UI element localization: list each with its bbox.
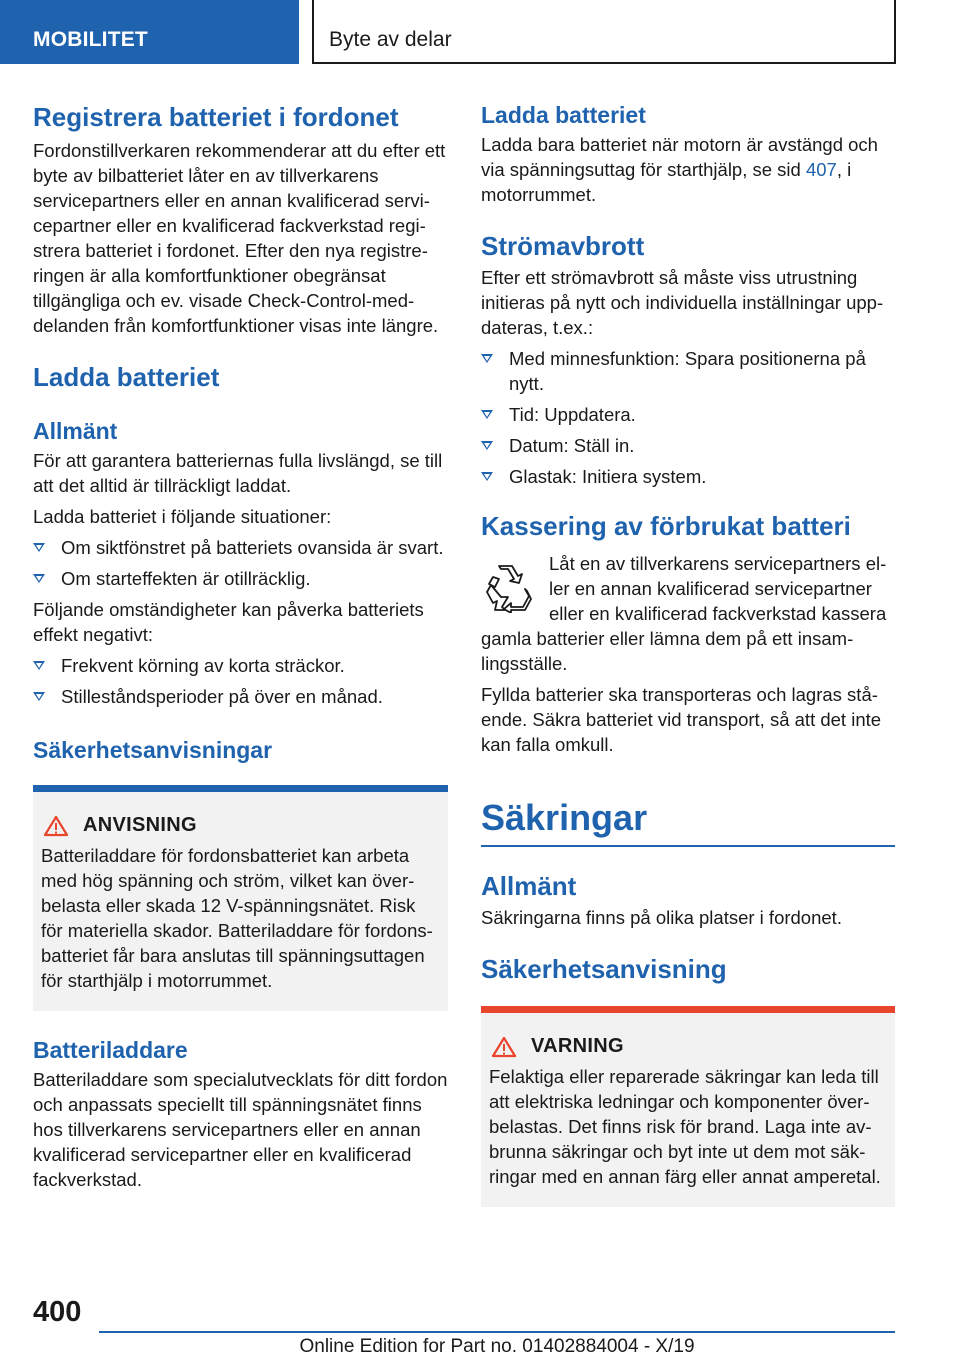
disposal-text-2: Fyllda batterier ska transporteras och lagras stående. Säkra batteriet vid transport, så att det inte kan falla omkull. xyxy=(481,684,882,755)
section-tab xyxy=(0,0,299,64)
outage-bullets xyxy=(481,346,895,489)
right-column xyxy=(481,100,895,1207)
disposal-title: Kassering av förbrukat batteri xyxy=(481,511,851,541)
left-column xyxy=(33,100,448,1192)
outage-text: Efter ett strömavbrott så måste viss utrustning initieras på nytt och individuella inställningar uppdateras, t.ex.: xyxy=(481,267,884,338)
right-charge-title: Ladda batteriet xyxy=(481,102,646,128)
list-item: Om starteffekten är otillräcklig. xyxy=(33,566,448,591)
fuses-rule xyxy=(481,845,895,847)
disposal-text-1: Låt en av tillverkarens servicepartners eller en annan kvalificerad servicepartner eller en kvalificerad fackverkstad kassera gamla batterier eller lämna dem på ett insamlingsställe. xyxy=(481,553,887,674)
notice-box xyxy=(33,785,448,1011)
page-ref-link[interactable]: 407 xyxy=(805,159,837,180)
warning-bar xyxy=(481,1006,895,1013)
list-item: Glastak: Initiera system. xyxy=(481,464,895,489)
section-label: MOBILITET xyxy=(33,28,148,51)
list-item: Datum: Ställ in. xyxy=(481,433,895,458)
warning-triangle-icon xyxy=(43,815,69,837)
list-item: Frekvent körning av korta sträckor. xyxy=(33,653,448,678)
bullet-triangle-icon xyxy=(33,543,45,552)
footer-edition: Online Edition for Part no. 01402884004 - X/19 xyxy=(299,1336,695,1357)
notice-text: Batteriladdare för fordonsbatteriet kan arbeta med hög spänning och ström, vilket kan överbelasta eller skada 12 V-spänningsnätet. Risk för materiella skador. Batteriladdare för fordonsbatteriet får bara anslutas till spänningsuttagen för starthjälp i motorrummet. xyxy=(41,845,433,991)
bullet-triangle-icon xyxy=(481,441,493,450)
chapter-label: Byte av delar xyxy=(329,28,452,51)
warning-box xyxy=(481,1006,895,1207)
bullet-triangle-icon xyxy=(33,574,45,583)
recycle-icon xyxy=(483,563,533,613)
bullet-triangle-icon xyxy=(33,661,45,670)
fuses-title: Säkringar xyxy=(481,797,648,838)
warning-text: Felaktiga eller reparerade säkringar kan leda till att elektriska ledningar och komponenter överbelastas. Det finns risk för brand. Laga inte avbrunna säkringar och byt inte ut dem mot säkringar med en annan färg eller annat amperetal. xyxy=(489,1066,881,1187)
notice-bar xyxy=(33,785,448,792)
bullet-triangle-icon xyxy=(481,354,493,363)
register-text: Fordonstillverkaren rekommenderar att du efter ett byte av bilbatteriet låter en av tillverkarens servicepartners eller en annan kvalificerad servicepartner eller en kvalificerad fackverkstad registrera batteriet i fordonet. Efter den nya registreringen är alla komfortfunktioner obegränsat tillgängliga och ev. visade Check-Control-meddelanden från komfortfunktioner visas inte längre. xyxy=(33,140,446,336)
warning-triangle-icon xyxy=(491,1036,517,1058)
bullet-triangle-icon xyxy=(33,692,45,701)
bullet-triangle-icon xyxy=(481,410,493,419)
right-charge-text: Ladda bara batteriet när motorn är avstängd och via spänningsuttag för starthjälp, se sid 407, i motorrummet. xyxy=(481,134,878,205)
fuses-text: Säkringarna finns på olika platser i fordonet. xyxy=(481,907,842,928)
notice-label: ANVISNING xyxy=(83,814,197,836)
warning-label: VARNING xyxy=(531,1035,624,1057)
list-item: Tid: Uppdatera. xyxy=(481,402,895,427)
charge-text-1: För att garantera batteriernas fulla livslängd, se till att det alltid är tillräckligt laddat. xyxy=(33,450,443,496)
chapter-header xyxy=(312,0,896,64)
disposal-block xyxy=(481,551,895,676)
charger-text: Batteriladdare som specialutvecklats för ditt fordon och anpassats speciellt till spänningsnätet finns hos tillverkarens servicepartners eller en annan kvalificerad servicepartner eller en kvalificerad fackverkstad. xyxy=(33,1069,448,1190)
page-number: 400 xyxy=(33,1296,82,1328)
safety-title: Säkerhetsanvisningar xyxy=(33,737,273,763)
list-item: Om siktfönstret på batteriets ovansida är svart. xyxy=(33,535,448,560)
fuses-safety-title: Säkerhetsanvisning xyxy=(481,954,727,984)
register-title: Registrera batteriet i fordonet xyxy=(33,102,399,132)
bullet-triangle-icon xyxy=(481,472,493,481)
list-item: Med minnesfunktion: Spara positionerna på nytt. xyxy=(481,346,895,396)
list-item: Stilleståndsperioder på över en månad. xyxy=(33,684,448,709)
charge-bullets-2 xyxy=(33,653,448,709)
fuses-subtitle: Allmänt xyxy=(481,871,577,901)
charge-bullets-1 xyxy=(33,535,448,591)
outage-title: Strömavbrott xyxy=(481,231,645,261)
charge-text-3: Följande omständigheter kan påverka batteriets effekt negativt: xyxy=(33,599,424,645)
footer-rule xyxy=(99,1331,895,1333)
charge-title: Ladda batteriet xyxy=(33,362,220,392)
charger-title: Batteriladdare xyxy=(33,1037,188,1063)
charge-text-2: Ladda batteriet i följande situationer: xyxy=(33,506,332,527)
charge-subtitle: Allmänt xyxy=(33,418,118,444)
